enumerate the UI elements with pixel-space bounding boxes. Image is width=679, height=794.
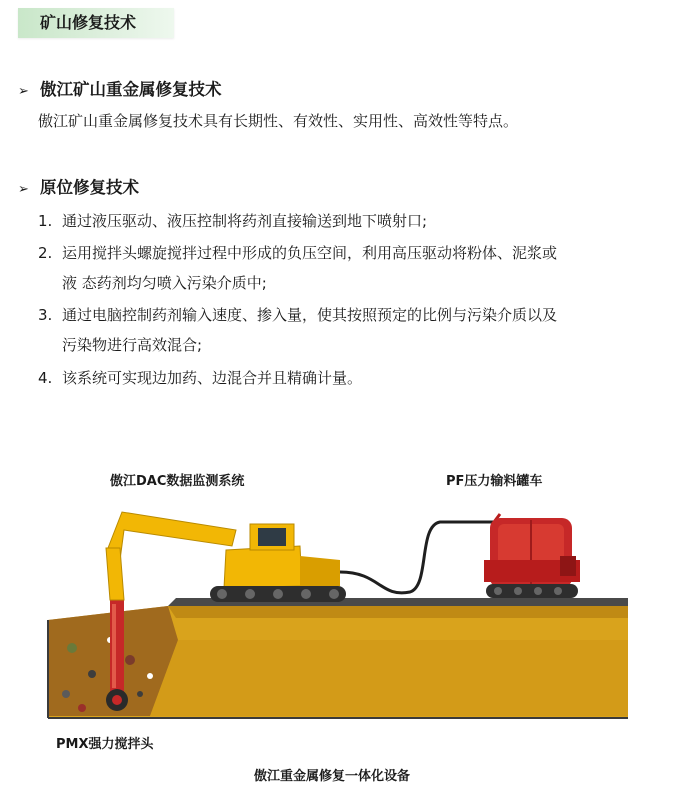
- list-item: 4. 该系统可实现边加药、边混合并且精确计量。: [38, 369, 363, 387]
- arrow-bullet-icon: ➢: [18, 84, 29, 99]
- supply-hose: [340, 522, 494, 593]
- list-item-continuation: 液 态药剂均匀喷入污染介质中;: [62, 274, 267, 292]
- section-heading-text: 原位修复技术: [40, 178, 139, 197]
- pf-tank-truck: [484, 518, 580, 598]
- section-heading-text: 傲江矿山重金属修复技术: [40, 80, 222, 99]
- list-item: 3. 通过电脑控制药剂输入速度、掺入量，使其按照预定的比例与污染介质以及: [38, 306, 558, 324]
- list-item-continuation: 污染物进行高效混合;: [62, 336, 203, 354]
- soil-ground: [48, 606, 628, 718]
- page-title: 矿山修复技术: [18, 8, 174, 38]
- figure-caption: 傲江重金属修复一体化设备: [254, 769, 411, 784]
- arrow-bullet-icon: ➢: [18, 182, 29, 197]
- list-item: 1. 通过液压驱动、液压控制将药剂直接输送到地下喷射口;: [38, 212, 428, 230]
- section-description: 傲江矿山重金属修复技术具有长期性、有效性、实用性、高效性等特点。: [38, 112, 519, 130]
- list-item: 2. 运用搅拌头螺旋搅拌过程中形成的负压空间，利用高压驱动将粉体、泥浆或: [38, 244, 558, 262]
- label-pf-truck: PF压力输料罐车: [446, 474, 543, 489]
- excavator: [106, 512, 346, 602]
- label-pmx-head: PMX强力搅拌头: [56, 737, 154, 752]
- label-dac-monitoring: 傲江DAC数据监测系统: [110, 474, 245, 489]
